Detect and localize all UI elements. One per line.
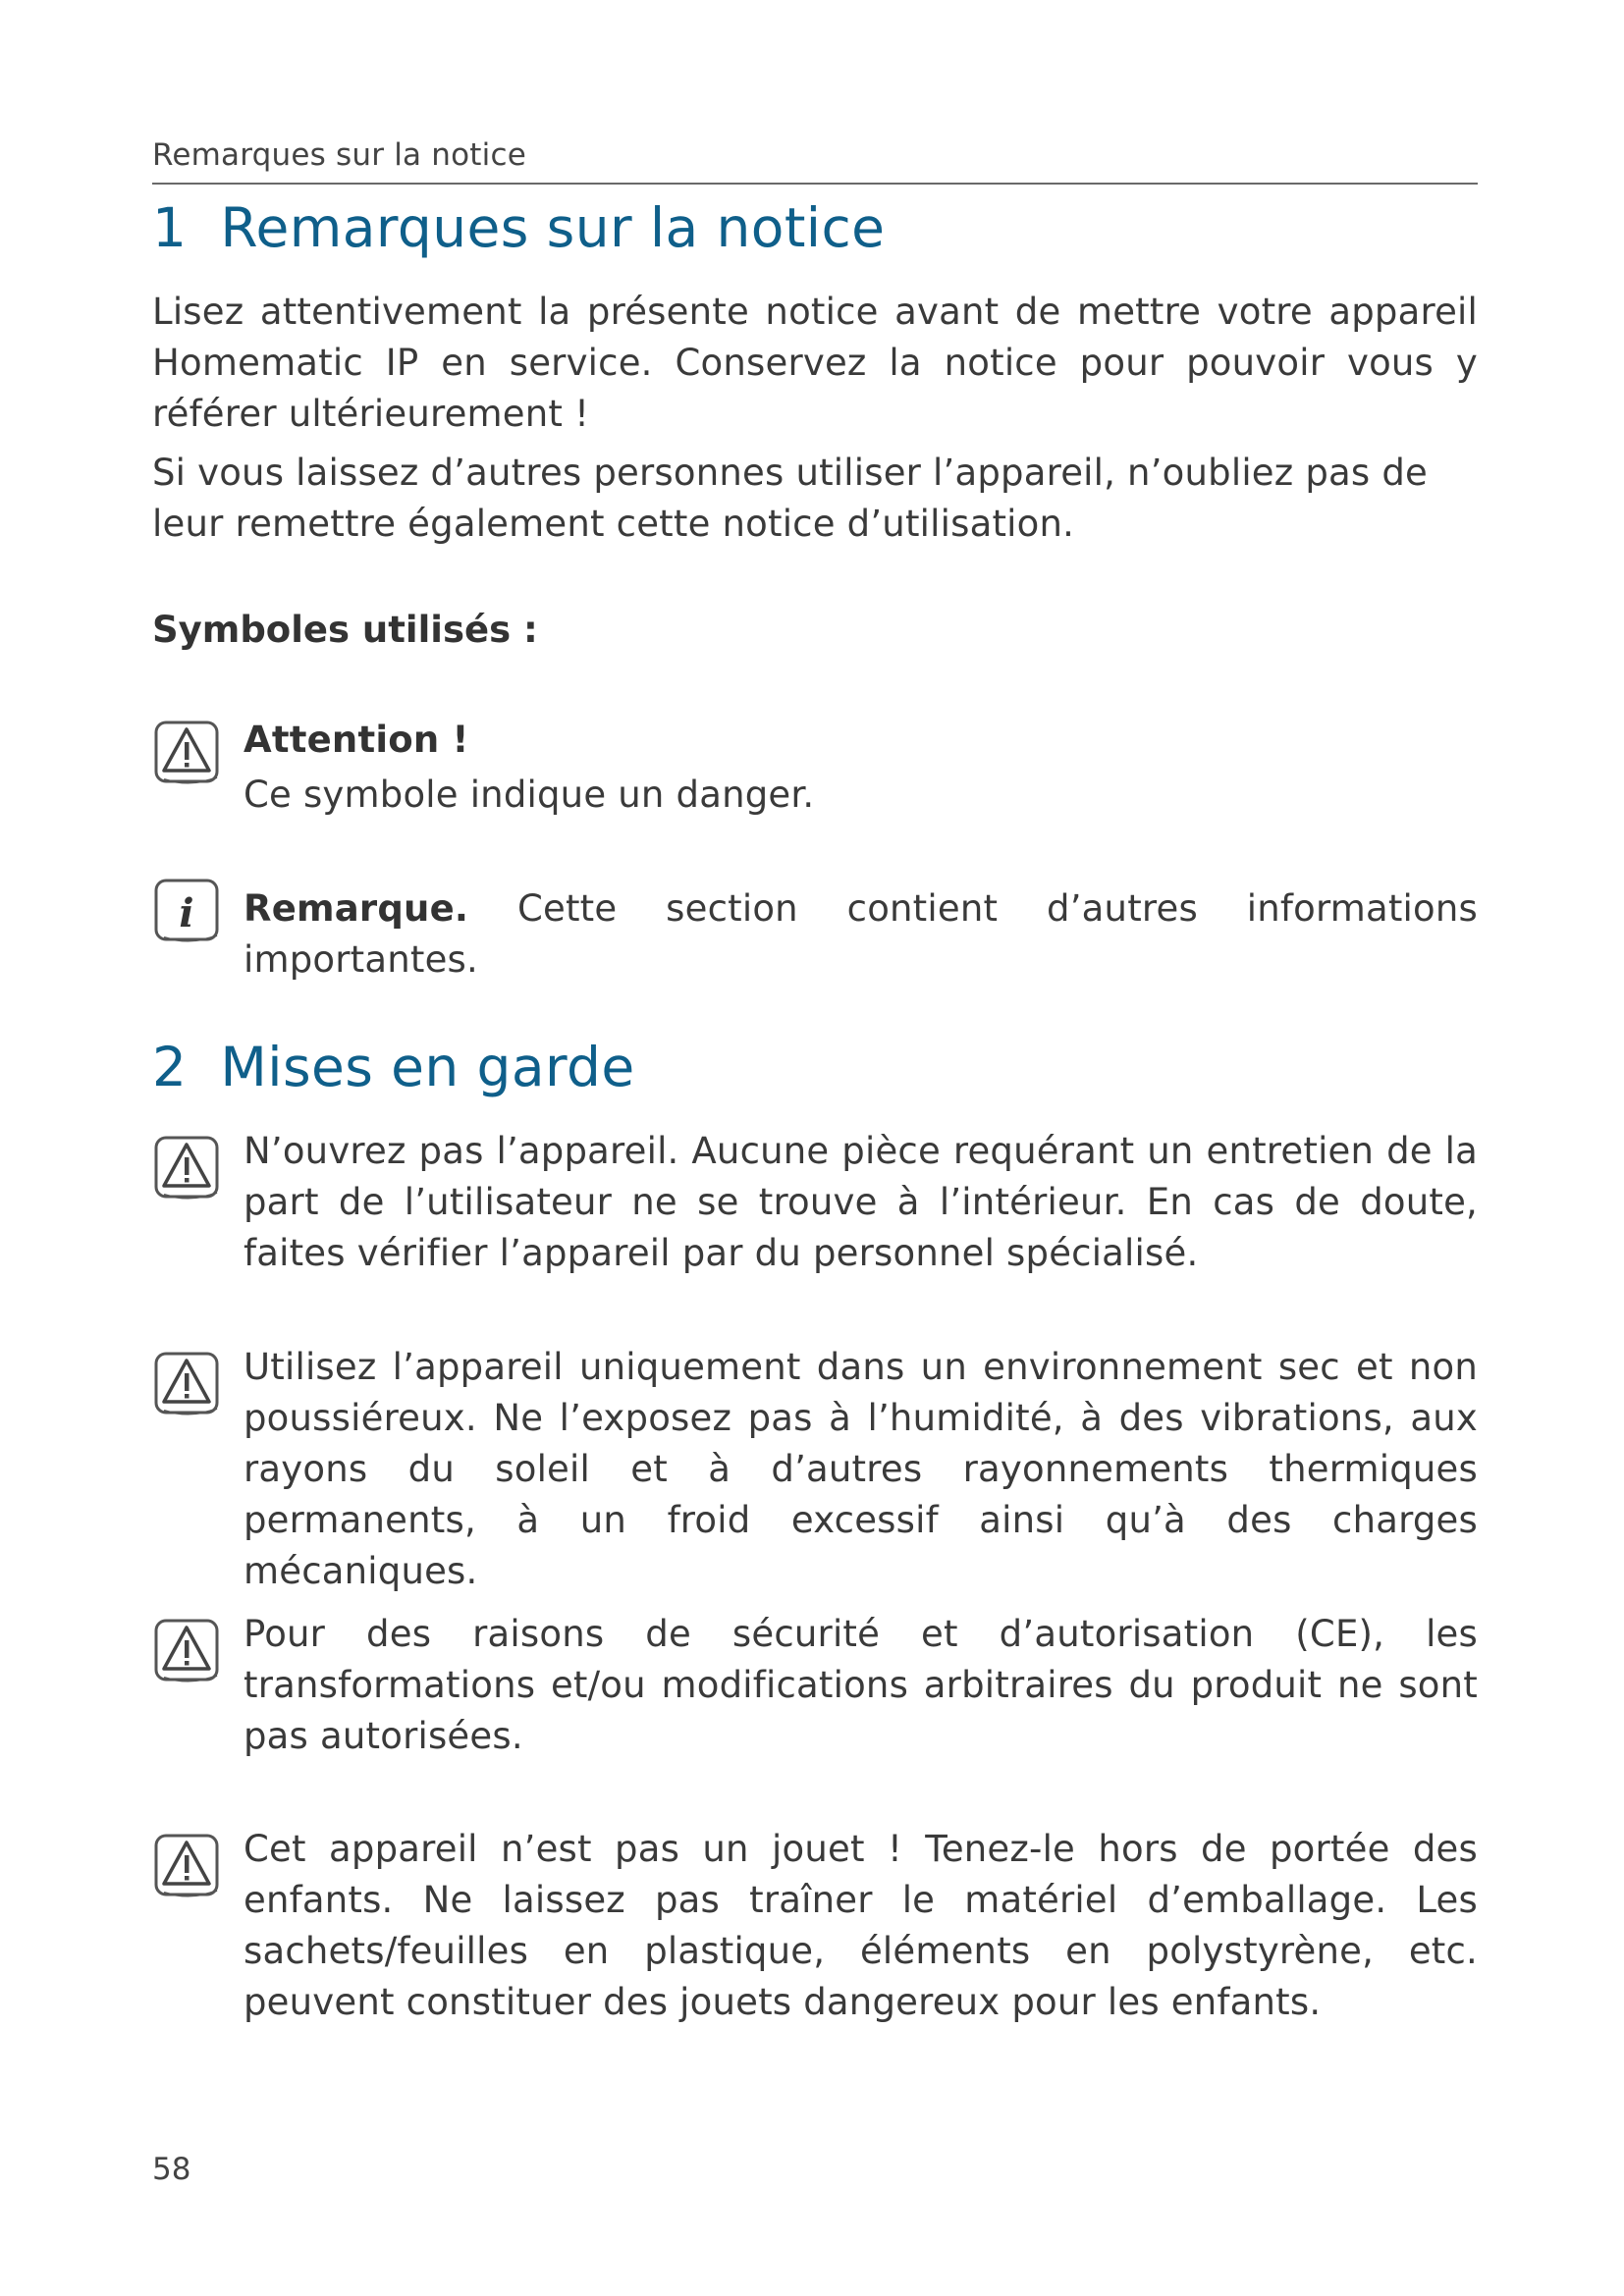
warning-triangle-icon [152, 1350, 223, 1420]
warning-text: Pour des raisons de sécurité et d’autorisation (CE), les transformations et/ou modifications arbitraires du produit ne sont pas autorisées. [244, 1613, 1478, 1757]
info-icon [152, 877, 223, 947]
remark-text: Cette section contient d’autres informations importantes. [244, 887, 1478, 981]
warning-triangle-icon [152, 1134, 223, 1204]
header-rule [152, 183, 1478, 185]
warning-triangle-icon [152, 719, 223, 789]
symbols-heading: Symboles utilisés : [152, 609, 538, 651]
svg-text:i: i [179, 890, 194, 936]
attention-text: Ce symbole indique un danger. [244, 774, 815, 816]
attention-title: Attention ! [244, 719, 469, 761]
warning-text: Utilisez l’appareil uniquement dans un environnement sec et non poussiéreux. Ne l’exposez pas à l’humidité, à des vibrations, aux rayons du soleil et à d’autres rayonnements thermiques permanents, à un froid excessif ainsi qu’à des charges mécaniques. [244, 1346, 1478, 1592]
remark-body [244, 883, 1478, 986]
warning-text: Cet appareil n’est pas un jouet ! Tenez-le hors de portée des enfants. Ne laissez pas traîner le matériel d’emballage. Les sachets/feuilles en plastique, éléments en polystyrène, etc. peuvent constituer des jouets dangereux pour les enfants. [244, 1828, 1478, 2023]
section-2-number: 2 [152, 1036, 188, 1098]
remark-title: Remarque. [244, 887, 469, 930]
section-1-paragraph-1: Lisez attentivement la présente notice avant de mettre votre appareil Homematic IP en service. Conservez la notice pour pouvoir vous y référer ultérieurement ! [152, 291, 1478, 435]
section-2-title: Mises en garde [220, 1036, 635, 1098]
page-number: 58 [152, 2152, 191, 2187]
section-1-number: 1 [152, 196, 188, 259]
warning-triangle-icon [152, 1617, 223, 1687]
warning-triangle-icon [152, 1832, 223, 1902]
warning-text: N’ouvrez pas l’appareil. Aucune pièce requérant un entretien de la part de l’utilisateur ne se trouve à l’intérieur. En cas de doute, faites vérifier l’appareil par du personnel spécialisé. [244, 1130, 1478, 1274]
attention-body [244, 715, 1478, 821]
section-1-heading [152, 196, 885, 259]
section-2-heading [152, 1036, 635, 1098]
section-1-title: Remarques sur la notice [220, 196, 886, 259]
running-header: Remarques sur la notice [152, 137, 526, 173]
section-1-paragraph-2: Si vous laissez d’autres personnes utiliser l’appareil, n’oubliez pas de leur remettre également cette notice d’utilisation. [152, 452, 1428, 545]
